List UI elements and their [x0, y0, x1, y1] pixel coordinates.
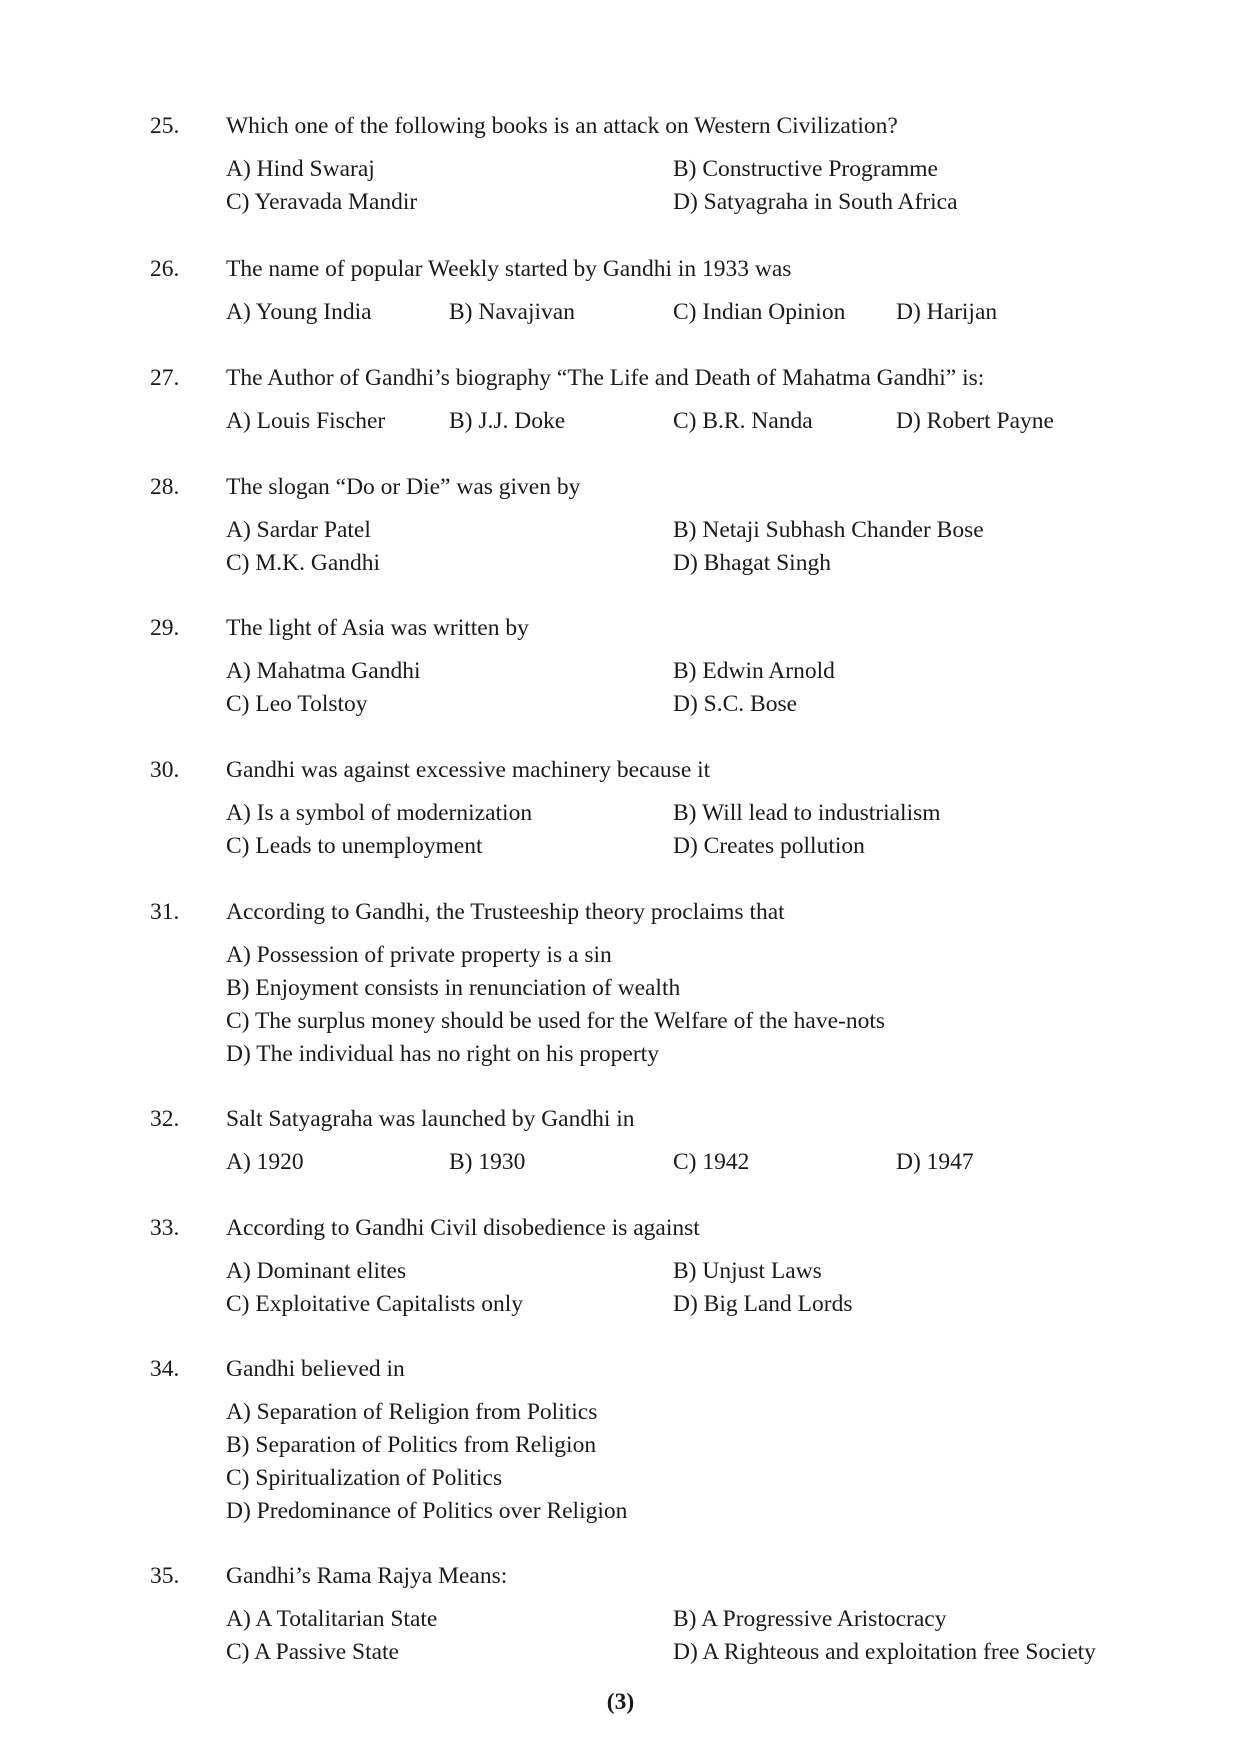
option-d[interactable]: D) The individual has no right on his property: [226, 1041, 659, 1067]
option-c[interactable]: C) B.R. Nanda: [673, 408, 813, 434]
option-a[interactable]: A) Is a symbol of modernization: [226, 800, 533, 826]
option-b[interactable]: B) Enjoyment consists in renunciation of wealth: [226, 975, 681, 1001]
question-text: According to Gandhi Civil disobedience is against: [226, 1215, 700, 1241]
question-number: 35.: [150, 1563, 180, 1589]
option-c[interactable]: C) The surplus money should be used for the Welfare of the have-nots: [226, 1008, 885, 1034]
option-a[interactable]: A) Mahatma Gandhi: [226, 658, 421, 684]
question-number: 29.: [150, 615, 180, 641]
option-a[interactable]: A) Separation of Religion from Politics: [226, 1399, 598, 1425]
option-b[interactable]: B) Constructive Programme: [673, 156, 938, 182]
question-text: According to Gandhi, the Trusteeship theory proclaims that: [226, 899, 785, 925]
option-d[interactable]: D) A Righteous and exploitation free Society: [673, 1639, 1096, 1665]
option-b[interactable]: B) J.J. Doke: [449, 408, 566, 434]
question-number: 26.: [150, 256, 180, 282]
option-b[interactable]: B) Will lead to industrialism: [673, 800, 941, 826]
question-number: 34.: [150, 1356, 180, 1382]
option-a[interactable]: A) A Totalitarian State: [226, 1606, 438, 1632]
question-text: The Author of Gandhi’s biography “The Life and Death of Mahatma Gandhi” is:: [226, 365, 985, 391]
option-d[interactable]: D) Harijan: [896, 299, 998, 325]
option-a[interactable]: A) Possession of private property is a sin: [226, 942, 612, 968]
question-number: 27.: [150, 365, 180, 391]
option-b[interactable]: B) 1930: [449, 1149, 526, 1175]
option-c[interactable]: C) A Passive State: [226, 1639, 399, 1665]
option-d[interactable]: D) Predominance of Politics over Religion: [226, 1498, 628, 1524]
option-b[interactable]: B) Navajivan: [449, 299, 575, 325]
option-a[interactable]: A) Young India: [226, 299, 372, 325]
question-text: Gandhi believed in: [226, 1356, 405, 1382]
option-c[interactable]: C) Spiritualization of Politics: [226, 1465, 503, 1491]
option-d[interactable]: D) S.C. Bose: [673, 691, 798, 717]
option-d[interactable]: D) Big Land Lords: [673, 1291, 853, 1317]
question-number: 32.: [150, 1106, 180, 1132]
question-text: The slogan “Do or Die” was given by: [226, 474, 581, 500]
option-d[interactable]: D) Robert Payne: [896, 408, 1054, 434]
question-text: The light of Asia was written by: [226, 615, 529, 641]
option-a[interactable]: A) Louis Fischer: [226, 408, 386, 434]
option-b[interactable]: B) A Progressive Aristocracy: [673, 1606, 947, 1632]
option-b[interactable]: B) Edwin Arnold: [673, 658, 835, 684]
option-d[interactable]: D) Bhagat Singh: [673, 550, 831, 576]
option-c[interactable]: C) Leo Tolstoy: [226, 691, 368, 717]
option-c[interactable]: C) M.K. Gandhi: [226, 550, 381, 576]
option-c[interactable]: C) Yeravada Mandir: [226, 189, 418, 215]
option-d[interactable]: D) Satyagraha in South Africa: [673, 189, 958, 215]
option-b[interactable]: B) Separation of Politics from Religion: [226, 1432, 597, 1458]
option-c[interactable]: C) Indian Opinion: [673, 299, 846, 325]
option-a[interactable]: A) Dominant elites: [226, 1258, 407, 1284]
question-text: The name of popular Weekly started by Gandhi in 1933 was: [226, 256, 792, 282]
option-a[interactable]: A) 1920: [226, 1149, 304, 1175]
option-a[interactable]: A) Sardar Patel: [226, 517, 371, 543]
question-number: 28.: [150, 474, 180, 500]
question-text: Gandhi’s Rama Rajya Means:: [226, 1563, 508, 1589]
question-text: Which one of the following books is an attack on Western Civilization?: [226, 113, 898, 139]
option-a[interactable]: A) Hind Swaraj: [226, 156, 375, 182]
option-c[interactable]: C) 1942: [673, 1149, 750, 1175]
option-d[interactable]: D) Creates pollution: [673, 833, 865, 859]
question-number: 33.: [150, 1215, 180, 1241]
option-c[interactable]: C) Exploitative Capitalists only: [226, 1291, 523, 1317]
page-number: (3): [606, 1689, 635, 1715]
question-number: 25.: [150, 113, 180, 139]
question-number: 31.: [150, 899, 180, 925]
option-b[interactable]: B) Netaji Subhash Chander Bose: [673, 517, 984, 543]
option-b[interactable]: B) Unjust Laws: [673, 1258, 822, 1284]
option-d[interactable]: D) 1947: [896, 1149, 974, 1175]
question-text: Gandhi was against excessive machinery because it: [226, 757, 711, 783]
option-c[interactable]: C) Leads to unemployment: [226, 833, 483, 859]
question-text: Salt Satyagraha was launched by Gandhi in: [226, 1106, 635, 1132]
question-number: 30.: [150, 757, 180, 783]
